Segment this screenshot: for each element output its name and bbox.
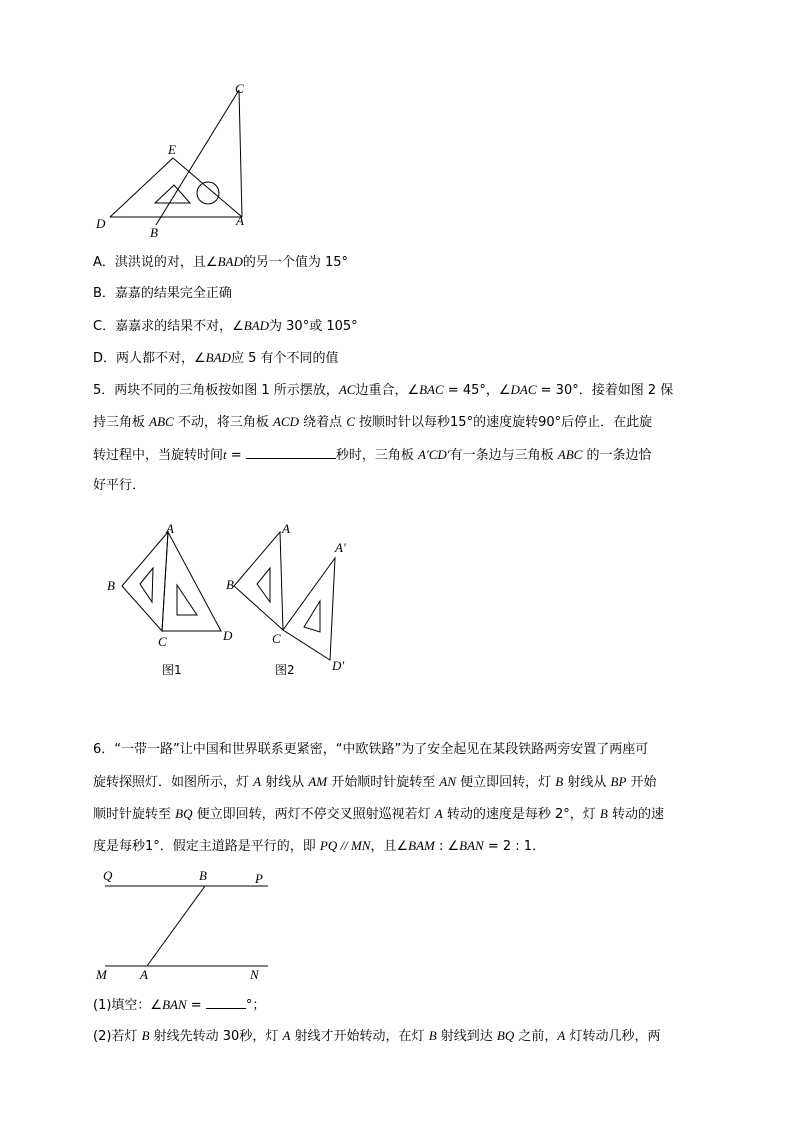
fig2-triangle-a2cd2 [283, 558, 335, 660]
segment-ea [173, 158, 242, 217]
q6-sub-2: (2)若灯 B 射线先转动 30秒，灯 A 射线才开始转动，在灯 B 射线到达 BQ 之前，A 灯转动几秒，两 [93, 1028, 661, 1044]
fig1-triangle-abc [122, 532, 168, 631]
segment-ac [239, 90, 242, 217]
segment-de [110, 158, 173, 217]
fig2-caption: 图2 [275, 663, 295, 677]
label-a: A [140, 967, 148, 982]
figure-parallel-lines [90, 866, 280, 986]
fig1-caption: 图1 [162, 663, 182, 677]
inner-triangle [155, 185, 190, 203]
fig2-label-b: B [226, 577, 234, 592]
fig2-triangle-abc [234, 532, 283, 630]
q6-line-2: 旋转探照灯．如图所示，灯 A 射线从 AM 开始顺时针旋转至 AN 便立即回转，灯 B 射线从 BP 开始 [93, 774, 657, 790]
fig2-inner-triangle-1 [257, 568, 270, 602]
label-a: A [236, 213, 244, 228]
fig1-label-b: B [107, 578, 115, 593]
fig1-label-a: A [166, 521, 174, 536]
q6-line-3: 顺时针旋转至 BQ 便立即回转，两灯不停交叉照射巡视若灯 A 转动的速度是每秒 2°，灯 B 转动的速 [93, 806, 664, 822]
fig2-label-a: A [282, 521, 290, 536]
label-d: D [96, 216, 106, 231]
fig1-label-d: D [223, 628, 233, 643]
label-e: E [168, 142, 176, 157]
q6-sub-1: (1)填空：∠BAN = °； [93, 994, 265, 1016]
fig2-label-c: C [272, 631, 281, 646]
q5-line-2: 持三角板 ABC 不动，将三角板 ACD 绕着点 C 按顺时针以每秒15°的速度旋转90°后停止．在此旋 [93, 414, 653, 430]
option-a: A．淇洪说的对，且∠BAD的另一个值为 15° [93, 254, 349, 270]
label-b: B [150, 225, 158, 240]
option-b: B．嘉嘉的结果完全正确 [93, 286, 232, 301]
q5-line-3: 转过程中，当旋转时间t = 秒时，三角板 A′CD′有一条边与三角板 ABC 的一条边恰 [93, 444, 651, 466]
fig1-label-c: C [158, 634, 167, 649]
fig1-inner-triangle-2 [177, 585, 197, 615]
q6-line-4: 度是每秒1°．假定主道路是平行的，即 PQ // MN，且∠BAM : ∠BAN = 2 : 1． [93, 838, 546, 854]
fig1-triangle-acd [162, 532, 221, 631]
option-d: D．两人都不对，∠BAD应 5 有个不同的值 [93, 350, 339, 366]
label-b: B [199, 868, 207, 883]
segment-cb [156, 90, 239, 225]
fig2-label-d-prime: D′ [332, 658, 345, 673]
label-m: M [96, 967, 107, 982]
fig2-label-a-prime: A′ [335, 540, 346, 555]
answer-blank-q6-1[interactable] [206, 994, 246, 1009]
answer-blank-q5[interactable] [246, 444, 336, 459]
option-c: C．嘉嘉求的结果不对，∠BAD为 30°或 105° [93, 318, 358, 334]
q6-line-1: 6．“一带一路”让中国和世界联系更紧密，“中欧铁路”为了安全起见在某段铁路两旁安置了两座可 [93, 742, 649, 757]
segment-ab [147, 886, 205, 966]
inner-circle [197, 182, 219, 204]
label-p: P [255, 871, 263, 886]
fig1-inner-triangle-1 [140, 568, 153, 602]
label-c: C [235, 81, 244, 96]
fig2-inner-triangle-2 [304, 601, 320, 632]
label-q: Q [103, 868, 113, 883]
q5-line-4: 好平行． [93, 478, 146, 493]
figure-triangles-top [90, 75, 270, 240]
q5-line-1: 5．两块不同的三角板按如图 1 所示摆放，AC边重合，∠BAC = 45°，∠DAC = 30°．接着如图 2 保 [93, 382, 674, 398]
label-n: N [250, 967, 259, 982]
figure-1-and-2 [100, 518, 360, 683]
